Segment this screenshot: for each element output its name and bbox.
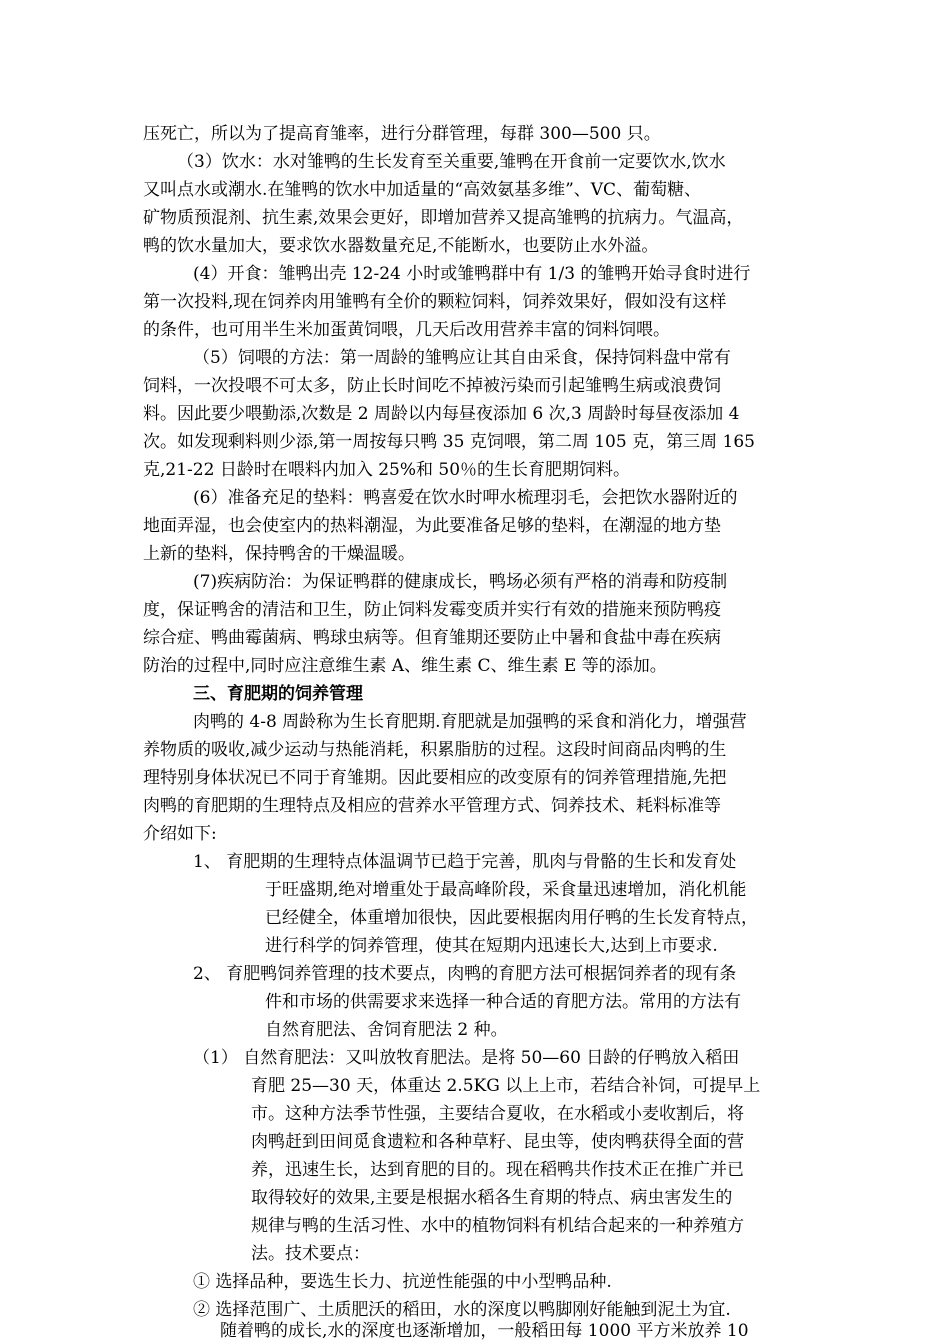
text-line: 养物质的吸收,减少运动与热能消耗，积累脂肪的过程。这段时间商品肉鸭的生 <box>143 740 727 760</box>
text-line: 养，迅速生长，达到育肥的目的。现在稻鸭共作技术正在推广并已 <box>251 1160 744 1180</box>
text-line: 肉鸭的 4-8 周龄称为生长育肥期.育肥就是加强鸭的采食和消化力，增强营 <box>193 712 747 732</box>
text-line: 综合症、鸭曲霉菌病、鸭球虫病等。但育雏期还要防止中暑和食盐中毒在疾病 <box>143 628 721 648</box>
text-line: 肉鸭的育肥期的生理特点及相应的营养水平管理方式、饲养技术、耗料标准等 <box>143 796 721 816</box>
text-line: 料。因此要少喂勤添,次数是 2 周龄以内每昼夜添加 6 次,3 周龄时每昼夜添加 4 <box>143 404 740 424</box>
list-item: ② 选择范围广、土质肥沃的稻田，水的深度以鸭脚刚好能触到泥土为宜. <box>193 1300 731 1320</box>
text-line: 克,21-22 日龄时在喂料内加入 25%和 50％的生长育肥期饲料。 <box>143 460 631 480</box>
text-line: 第一次投料,现在饲养肉用雏鸭有全价的颗粒饲料，饲养效果好，假如没有这样 <box>143 292 727 312</box>
text-line: 又叫点水或潮水.在雏鸭的饮水中加适量的“高效氨基多维”、VC、葡萄糖、 <box>143 180 702 200</box>
text-line: 度，保证鸭舍的清洁和卫生，防止饲料发霉变质并实行有效的措施来预防鸭疫 <box>143 600 721 620</box>
text-line: 育肥 25—30 天，体重达 2.5KG 以上上市，若结合补饲，可提早上 <box>251 1076 761 1096</box>
text-line: (6）准备充足的垫料：鸭喜爱在饮水时呷水梳理羽毛，会把饮水器附近的 <box>193 488 738 508</box>
text-line: 肉鸭赶到田间觅食遗粒和各种草籽、昆虫等，使肉鸭获得全面的营 <box>251 1132 744 1152</box>
text-line: （5）饲喂的方法：第一周龄的雏鸭应让其自由采食，保持饲料盘中常有 <box>193 348 731 368</box>
text-line: 的条件，也可用半生米加蛋黄饲喂，几天后改用营养丰富的饲料饲喂。 <box>143 320 670 340</box>
text-line: 于旺盛期,绝对增重处于最高峰阶段，采食量迅速增加，消化机能 <box>265 880 747 900</box>
text-line: (7)疾病防治：为保证鸭群的健康成长，鸭场必须有严格的消毒和防疫制 <box>193 572 728 592</box>
list-item: 1、 育肥期的生理特点体温调节已趋于完善，肌肉与骨骼的生长和发育处 <box>193 852 737 872</box>
text-line: 次。如发现剩料则少添,第一周按每只鸭 35 克饲喂，第二周 105 克，第三周 165 <box>143 432 755 452</box>
list-item: ① 选择品种，要选生长力、抗逆性能强的中小型鸭品种. <box>193 1272 612 1292</box>
section-heading: 三、育肥期的饲养管理 <box>193 684 363 704</box>
text-line: 法。技术要点： <box>251 1244 370 1264</box>
text-line: 地面弄湿，也会使室内的热料潮湿，为此要准备足够的垫料，在潮湿的地方垫 <box>143 516 721 536</box>
text-line: 上新的垫料，保持鸭舍的干燥温暖。 <box>143 544 415 564</box>
text-line: 已经健全，体重增加很快，因此要根据肉用仔鸭的生长发育特点， <box>265 908 758 928</box>
text-line: 随着鸭的成长,水的深度也逐渐增加，一般稻田每 1000 平方米放养 10 <box>220 1321 749 1341</box>
text-line: (4）开食：雏鸭出壳 12-24 小时或雏鸭群中有 1/3 的雏鸭开始寻食时进行 <box>193 264 751 284</box>
text-line: 自然育肥法、舍饲育肥法 2 种。 <box>265 1020 508 1040</box>
text-line: 进行科学的饲养管理，使其在短期内迅速长大,达到上市要求. <box>265 936 718 956</box>
text-line: 取得较好的效果,主要是根据水稻各生育期的特点、病虫害发生的 <box>251 1188 733 1208</box>
text-line: 介绍如下: <box>143 824 217 844</box>
list-item: （1） 自然育肥法：又叫放牧育肥法。是将 50—60 日龄的仔鸭放入稻田 <box>193 1048 740 1068</box>
text-line: 饲料，一次投喂不可太多，防止长时间吃不掉被污染而引起雏鸭生病或浪费饲 <box>143 376 721 396</box>
text-line: （3）饮水：水对雏鸭的生长发育至关重要,雏鸭在开食前一定要饮水,饮水 <box>177 152 726 172</box>
text-line: 件和市场的供需要求来选择一种合适的育肥方法。常用的方法有 <box>265 992 741 1012</box>
text-line: 市。这种方法季节性强，主要结合夏收，在水稻或小麦收割后，将 <box>251 1104 744 1124</box>
text-line: 压死亡，所以为了提高育雏率，进行分群管理，每群 300—500 只。 <box>143 124 661 144</box>
text-line: 矿物质预混剂、抗生素,效果会更好，即增加营养又提高雏鸭的抗病力。气温高， <box>143 208 744 228</box>
text-line: 鸭的饮水量加大，要求饮水器数量充足,不能断水，也要防止水外溢。 <box>143 236 659 256</box>
text-line: 规律与鸭的生活习性、水中的植物饲料有机结合起来的一种养殖方 <box>251 1216 744 1236</box>
list-item: 2、 育肥鸭饲养管理的技术要点，肉鸭的育肥方法可根据饲养者的现有条 <box>193 964 737 984</box>
text-line: 理特别身体状况已不同于育雏期。因此要相应的改变原有的饲养管理措施,先把 <box>143 768 727 788</box>
text-line: 防治的过程中,同时应注意维生素 A、维生素 C、维生素 E 等的添加。 <box>143 656 667 676</box>
